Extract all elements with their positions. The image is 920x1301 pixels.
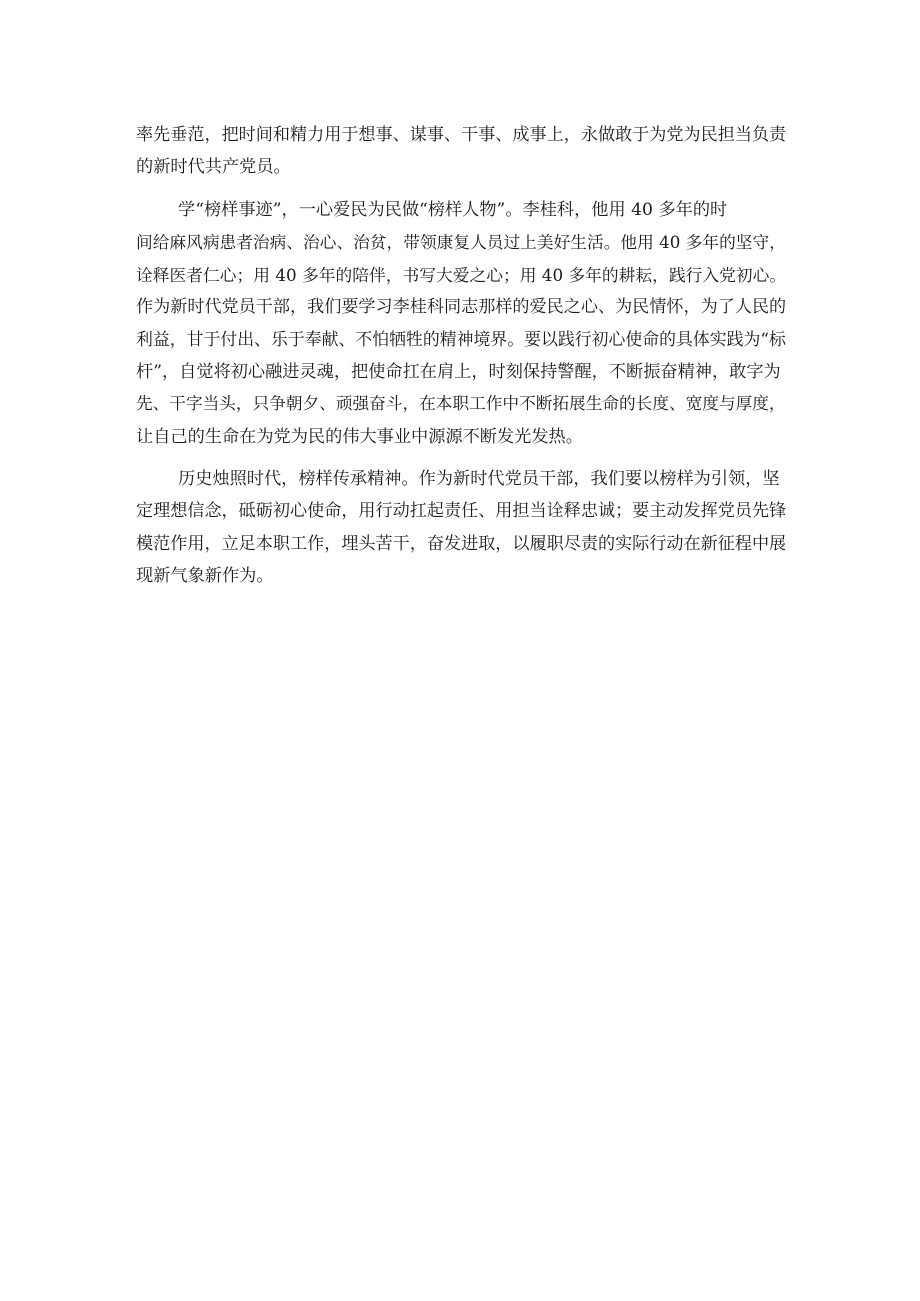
text-line: 诠释医者仁心；用 40 多年的陪伴，书写大爱之心；用 40 多年的耕耘，践行入党初心。 xyxy=(136,264,787,285)
text-line: 率先垂范，把时间和精力用于想事、谋事、干事、成事上，永做敢于为党为民担当负责 xyxy=(136,125,787,145)
text-line: 杆”，自觉将初心融进灵魂，把使命扛在肩上，时刻保持警醒，不断振奋精神，敢字为 xyxy=(136,361,781,382)
text-line: 先、干字当头，只争朝夕、顽强奋斗，在本职工作中不断拓展生命的长度、宽度与厚度， xyxy=(136,394,786,414)
text-line: 现新气象新作为。 xyxy=(136,566,274,587)
document-body xyxy=(136,119,786,602)
text-line: 学“榜样事迹”，一心爱民为民做“榜样人物”。李桂科，他用 40 多年的时 xyxy=(178,199,728,220)
paragraph-2 xyxy=(136,194,786,453)
paragraph-3 xyxy=(136,463,786,593)
text-line: 作为新时代党员干部，我们要学习李桂科同志那样的爱民之心、为民情怀，为了人民的 xyxy=(136,296,787,317)
text-line: 利益，甘于付出、乐于奉献、不怕牺牲的精神境界。要以践行初心使命的具体实践为“标 xyxy=(136,329,786,350)
text-line: 定理想信念，砥砺初心使命，用行动扛起责任、用担当诠释忠诚；要主动发挥党员先锋 xyxy=(136,501,787,522)
text-line: 模范作用，立足本职工作，埋头苦干，奋发进取，以履职尽责的实际行动在新征程中展 xyxy=(136,533,787,554)
paragraph-1 xyxy=(136,119,786,184)
text-line: 让自己的生命在为党为民的伟大事业中源源不断发光发热。 xyxy=(136,426,583,447)
text-line: 的新时代共产党员。 xyxy=(136,157,291,178)
text-line: 间给麻风病患者治病、治心、治贫，带领康复人员过上美好生活。他用 40 多年的坚守， xyxy=(136,232,786,253)
text-line: 历史烛照时代，榜样传承精神。作为新时代党员干部，我们要以榜样为引领，坚 xyxy=(178,468,780,489)
